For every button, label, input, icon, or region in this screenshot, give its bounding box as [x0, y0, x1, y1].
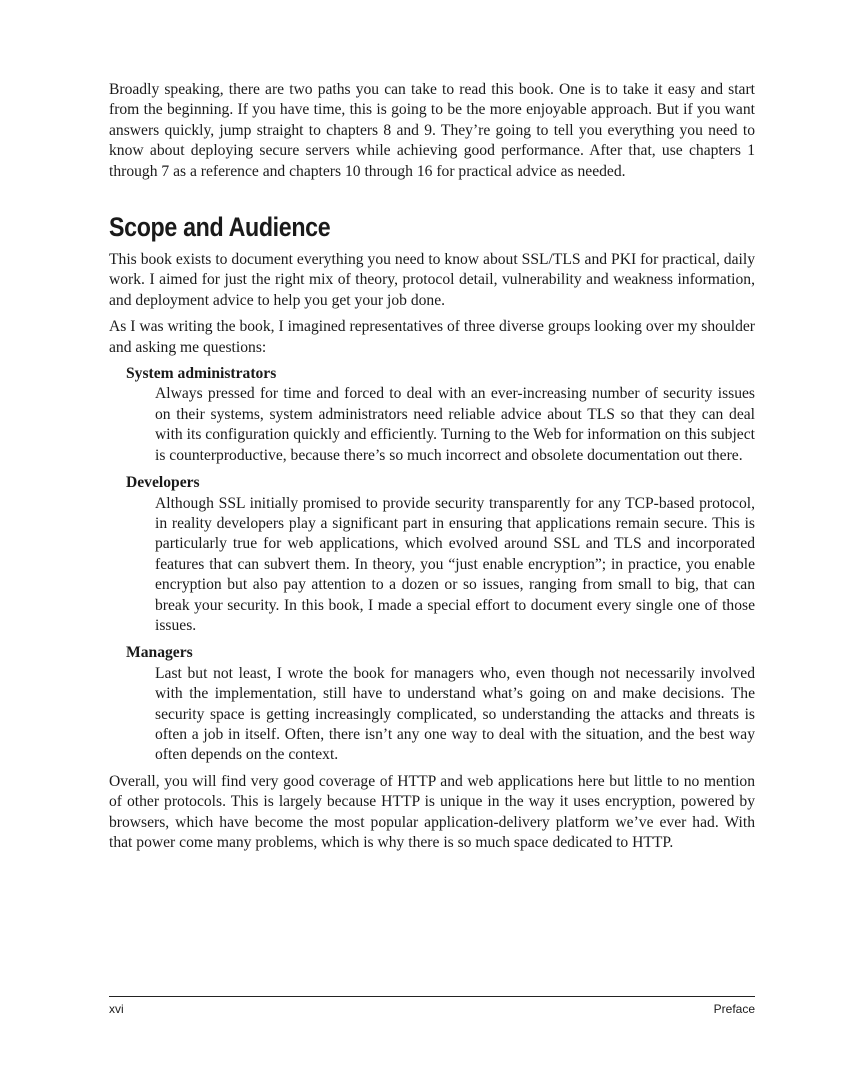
chapter-name: Preface [713, 1002, 755, 1016]
section-heading: Scope and Audience [109, 212, 331, 243]
audience-term-managers: Managers [126, 644, 193, 662]
audience-term-sysadmins: System administrators [126, 365, 277, 383]
page-number: xvi [109, 1002, 124, 1016]
audience-description-developers: Although SSL initially promised to provide security transparently for any TCP-based protocol, in reality developers play a significant part in ensuring that applications remain secure. This is particularly true for web applications, which evolved around SSL and TLS and incorporated features that can subvert them. In theory, you “just enable encryption”; in practice, you enable encryption but also pay attention to a dozen or so issues, ranging from small to big, that can break your security. In this book, I made a special effort to document every single one of those issues. [155, 494, 755, 634]
coverage-paragraph: Overall, you will find very good coverage of HTTP and web applications here but little to no mention of other protocols. This is largely because HTTP is unique in the way it uses encryption, powered by browsers, which have become the most popular application-delivery platform we’ve ever had. With that power come many problems, which is why there is so much space dedicated to HTTP. [109, 772, 755, 851]
intro-paragraph: Broadly speaking, there are two paths you can take to read this book. One is to take it easy and start from the beginning. If you have time, this is going to be the more enjoyable approach. But if you want answers quickly, jump straight to chapters 8 and 9. They’re going to tell you everything you need to know about deploying secure servers while achieving good performance. After that, use chapters 1 through 7 as a reference and chapters 10 through 16 for practical advice as needed. [109, 81, 755, 180]
scope-paragraph: This book exists to document everything you need to know about SSL/TLS and PKI for practical, daily work. I aimed for just the right mix of theory, protocol detail, vulnerability and weakness information, and deployment advice to help you get your job done. [109, 251, 755, 309]
audience-term-developers: Developers [126, 474, 200, 492]
page-body [109, 80, 755, 859]
audience-list [109, 364, 755, 766]
audience-description-sysadmins: Always pressed for time and forced to deal with an ever-increasing number of security issues on their systems, system administrators need reliable advice about TLS so that they can deal with its configuration quickly and efficiently. Turning to the Web for information on this subject is counterproductive, because there’s so much incorrect and obsolete documentation out there. [155, 385, 755, 464]
audience-intro-paragraph: As I was writing the book, I imagined representatives of three diverse groups looking over my shoulder and asking me questions: [109, 318, 755, 356]
audience-description-managers: Last but not least, I wrote the book for managers who, even though not necessarily involved with the implementation, still have to understand what’s going on and make decisions. The security space is getting increasingly complicated, so understanding the attacks and threats is often a job in itself. Often, there isn’t any one way to deal with the situation, and the best way often depends on the context. [155, 664, 755, 764]
page-footer [109, 996, 755, 1016]
